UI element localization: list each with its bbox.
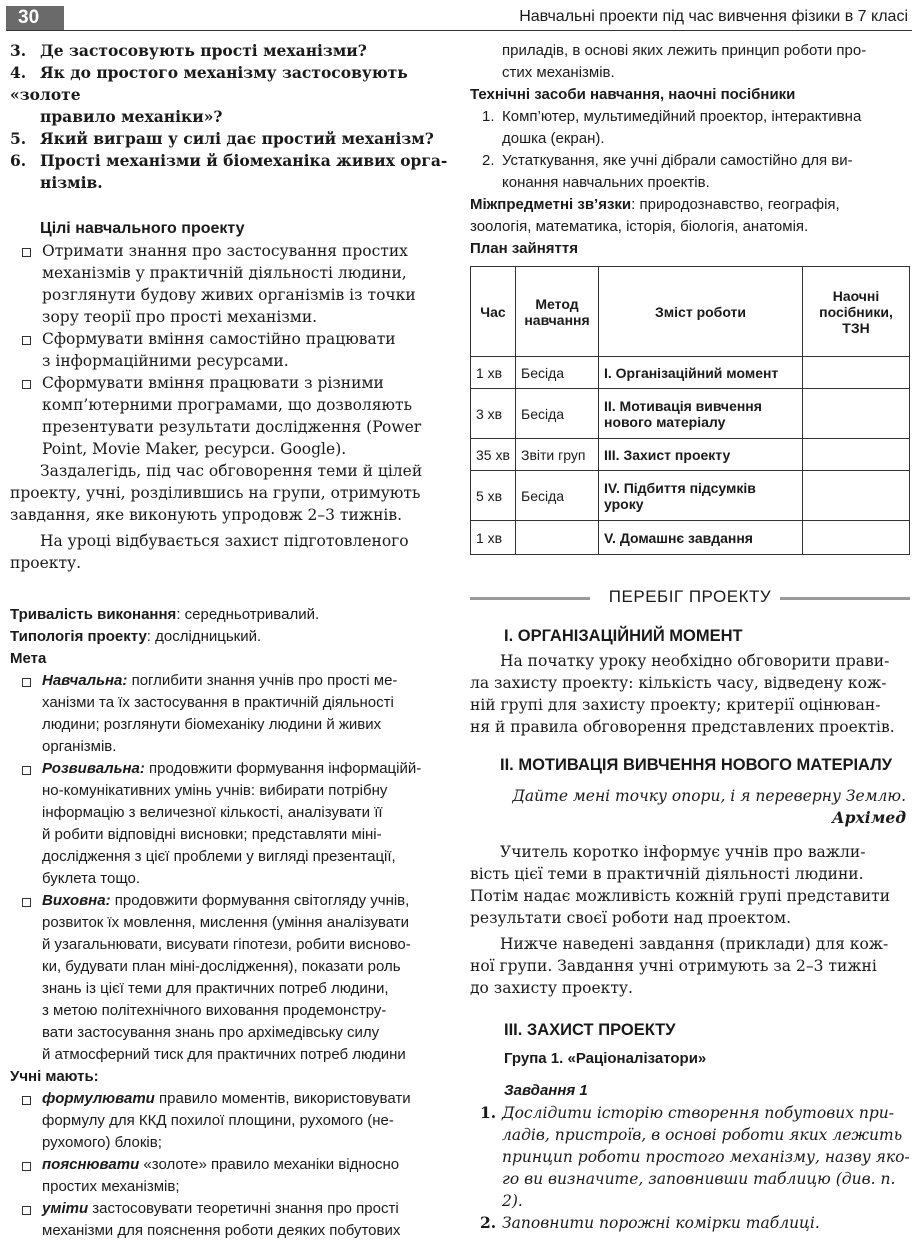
header-time: Час [471,267,516,357]
goals-heading: Цілі навчального проекту [40,220,245,237]
part1-heading: I. ОРГАНІЗАЦІЙНИЙ МОМЕНТ [504,627,743,645]
divider-line-left [470,597,590,600]
interdisciplinary-links: Міжпредметні зв’язки: природознавство, географія, зоологія, математика, історія, біологія, анатомія. [470,196,840,235]
right-column [470,40,910,1234]
divider-line-right [780,597,910,600]
question-3: 3. Де застосовують прості механізми? [10,41,367,60]
questions-list [10,40,452,194]
table-row: 1 хв V. Домашнє завдання [471,521,910,555]
course-heading: ПЕРЕБІГ ПРОЕКТУ [608,587,772,606]
part1-paragraph: На початку уроку необхідно обговорити прави- ла захисту проекту: кількість часу, відведену кож- ній групі для захисту проекту; критерії оцінюван- ня й правила обговорення представлених проектів. [470,652,895,736]
group1-heading: Група 1. «Раціоналізатори» [504,1050,707,1067]
question-6: 6. Прості механізми й біомеханіка живих орга- нізмів. [10,151,448,192]
aims-list [10,670,452,1066]
page-header [6,4,912,31]
students-heading: Учні мають: [10,1068,99,1085]
goal-item: Сформувати вміння самостійно працювати з інформаційними ресурсами. [10,328,452,372]
aim-educational: Навчальна: поглибити знання учнів про прості ме- ханізми та їх застосування в практичній діяльності людини; розглянути біомеханіку людини й живих організмів. [10,670,452,758]
tech-list [470,106,910,194]
tech-heading: Технічні засоби навчання, наочні посібники [470,86,796,103]
header-aids: Наочні посібники, ТЗН [803,267,910,357]
task-item: 1. Дослідити історію створення побутових при- ладів, пристроїв, в основі роботи яких лежить принцип роботи простого механізму, назву яко- го ви визначите, заповнивши таблицю (див. п. 2). [480,1103,910,1210]
table-row: 5 хв Бесіда IV. Підбиття підсумків уроку [471,471,910,521]
page-number: 30 [6,6,64,30]
goal-item: Сформувати вміння працювати з різними комп’ютерними програмами, що дозволяють презентувати результати дослідження (Power Point, Movie Maker, ресурси. Google). [10,372,452,460]
question-4: 4. Як до простого механізму застосовують «золоте правило механіки»? [10,63,408,126]
task1-heading: Завдання 1 [504,1082,588,1099]
student-skill: уміти застосовувати теоретичні знання про прості механізми для пояснення роботи деяких побутових [10,1198,452,1242]
aim-developmental: Розвивальна: продовжити формування інформаційй- но-комунікативних умінь учнів: вибирати потрібну інформацію з величезної кількості, аналізувати її й робити відповідні висновки; представляти міні- дослідження з цієї проблеми у вигляді презентації, буклета тощо. [10,758,452,890]
table-row: 35 хв Звіти груп III. Захист проекту [471,439,910,471]
continued-text: приладів, в основі яких лежить принцип роботи про- стих механізмів. [502,42,867,81]
aim-heading: Мета [10,650,47,667]
lesson-plan-table [470,266,910,555]
part2-tasks-paragraph: Нижче наведені завдання (приклади) для кож- ної групи. Завдання учні отримують за 2–3 тижні до захисту проекту. [470,935,889,997]
tech-item: 2. Устаткування, яке учні дібрали самостійно для ви- конання навчальних проектів. [482,152,853,191]
intro-paragraph: Заздалегідь, під час обговорення теми й цілей проекту, учні, розділившись на групи, отримують завдання, яке виконують упродовж 2–3 тижнів. [10,462,423,524]
aim-upbringing: Виховна: продовжити формування світогляду учнів, розвиток їх мовлення, мислення (уміння аналізувати й узагальнювати, висувати гіпотези, робити висново- ки, будувати план міні-дослідження), показати роль знань із цієї теми для практичних потреб людини, з метою політехнічного виховання продемонстру- вати застосування знань про архімедівську силу й атмосферний тиск для практичних потреб людини [10,890,452,1066]
running-title: Навчальні проекти під час вивчення фізики в 7 класі [519,8,908,25]
header-content: Зміст роботи [599,267,803,357]
epigraph [470,785,910,829]
student-skill: пояснювати «золоте» правило механіки відносно простих механізмів; [10,1154,452,1198]
table-row: 1 хв Бесіда I. Організаційний момент [471,357,910,389]
plan-heading: План зайняття [470,240,578,257]
defense-paragraph: На уроці відбувається захист підготовленого проекту. [10,532,409,572]
header-method: Метод навчання [516,267,599,357]
table-row: 3 хв Бесіда II. Мотивація вивчення нового матеріалу [471,389,910,439]
task-item: 2. Заповнити порожні комірки таблиці. [480,1213,820,1232]
tech-item: 1. Комп’ютер, мультимедійний проектор, інтерактивна дошка (екран). [482,108,862,147]
students-list [10,1088,452,1242]
quote-author: Архімед [832,808,906,827]
left-column [10,40,452,1242]
goals-list [10,240,452,460]
part3-heading: III. ЗАХИСТ ПРОЕКТУ [504,1021,676,1039]
part2-heading: II. МОТИВАЦІЯ ВИВЧЕННЯ НОВОГО МАТЕРІАЛУ [500,756,892,774]
part2-paragraph: Учитель коротко інформує учнів про важли- вість цієї теми в практичній діяльності людини. Потім надає можливість кожній групі представити результати своєї роботи над проектом. [470,843,891,927]
duration-line: Тривалість виконання: середньотривалий. [10,606,320,623]
table-header-row [471,267,910,357]
course-divider [470,587,910,609]
question-5: 5. Який виграш у силі дає простий механізм? [10,129,434,148]
task-list [470,1102,910,1234]
goal-item: Отримати знання про застосування простих механізмів у практичній діяльності людини, розглянути будову живих організмів із точки зору теорії про прості механізми. [10,240,452,328]
typology-line: Типологія проекту: дослідницький. [10,628,262,645]
quote-text: Дайте мені точку опори, і я переверну Землю. [512,787,906,805]
student-skill: формулювати правило моментів, використовувати формулу для ККД похилої площини, рухомого (не- рухомого) блоків; [10,1088,452,1154]
